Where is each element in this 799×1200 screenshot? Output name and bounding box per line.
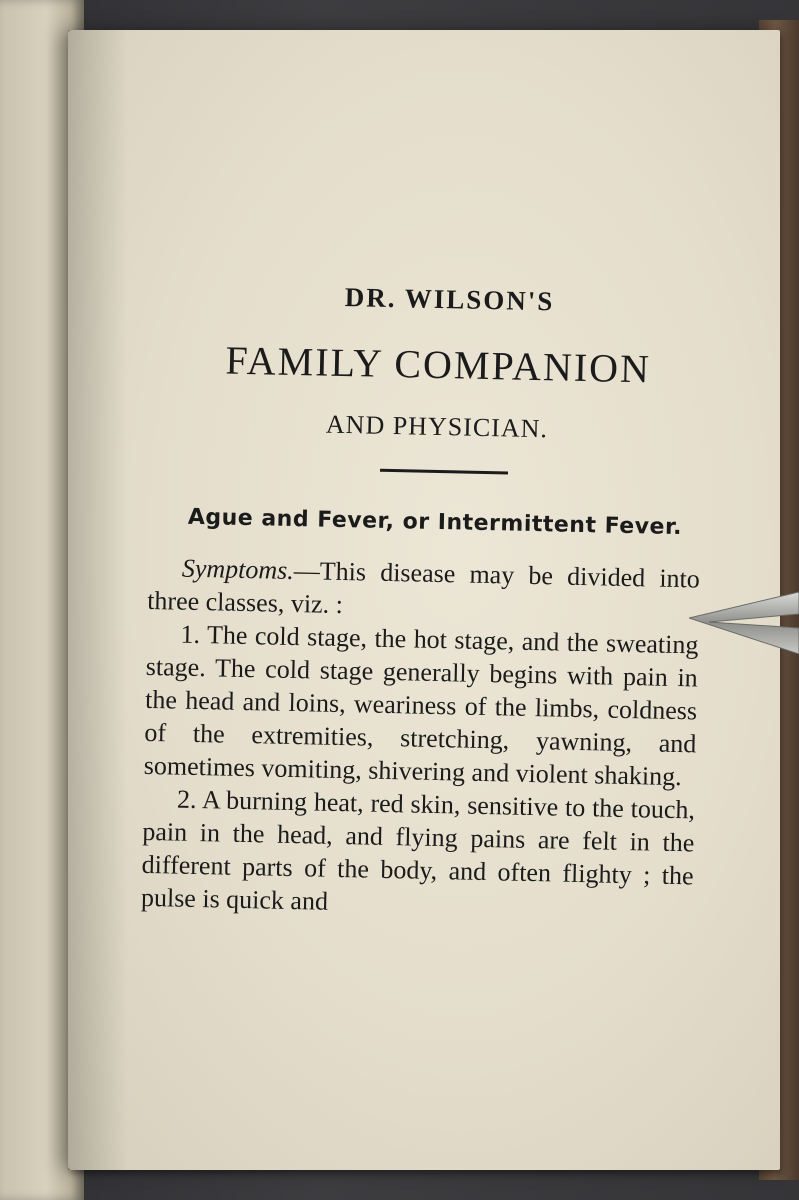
paragraph-2: 2. A burning heat, red skin, sensitive to the touch, pain in the head, and flying pains are felt in the different parts of the body, and often flighty ; the pulse is quick and [140,784,696,916]
title-line-2: FAMILY COMPANION [225,337,652,392]
intro-text: —This disease may be divided into three classes, viz. : [146,555,701,620]
book-page [68,30,780,1170]
symptoms-label: Symptoms. [181,553,295,585]
gutter-shadow [68,30,128,1170]
page-clip [689,588,799,658]
page-text [141,278,706,925]
title-line-3: AND PHYSICIAN. [325,409,549,444]
section-title: Ague and Fever, or Intermittent Fever. [187,504,683,541]
title-line-1: DR. WILSON'S [344,282,555,317]
paragraph-1: 1. The cold stage, the hot stage, and the sweating stage. The cold stage generally begins with pain in the head and loins, weariness of the limbs, coldness of the extremities, stretching, yawning, and sometimes vomiting, shivering and violent shaking. [143,619,699,792]
title-rule [380,469,508,475]
intro-paragraph [147,551,700,629]
